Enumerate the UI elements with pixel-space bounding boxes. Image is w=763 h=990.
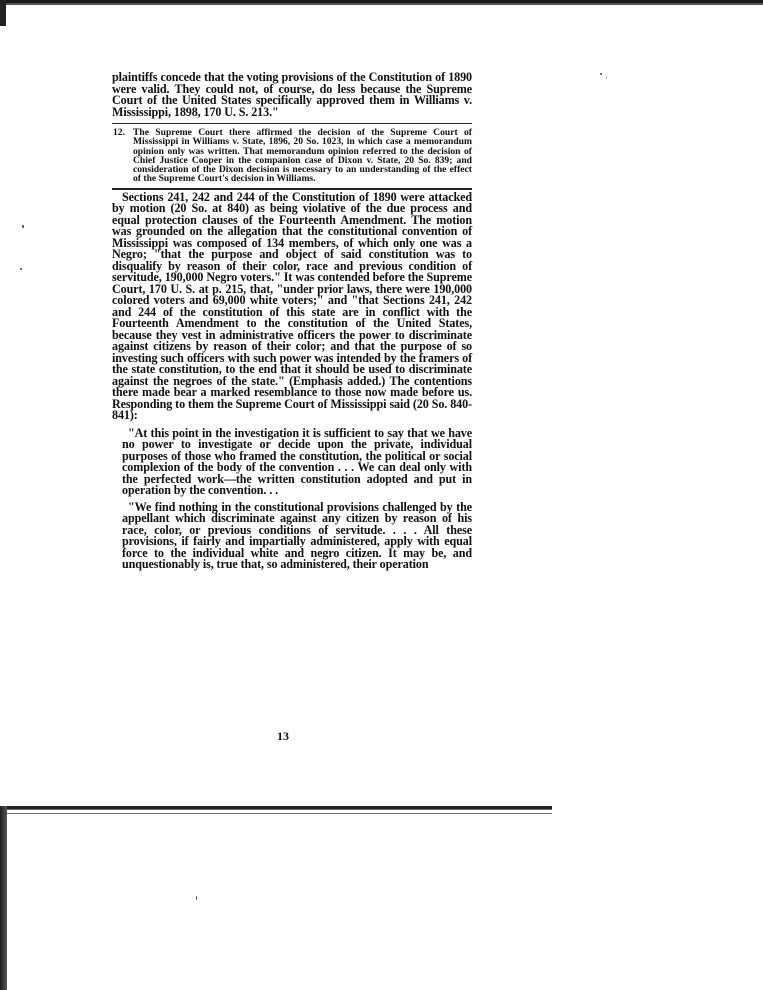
scan-speck [22, 225, 24, 228]
scan-corner-top [0, 0, 6, 26]
main-paragraph: Sections 241, 242 and 244 of the Constitution of 1890 were attacked by motion (20 So. at 840) as being violative of the due process and equal protection clauses of the Fourteenth Amendment. The motion was grounded on the allegation that the constitutional convention of Mississippi was composed of 134 members, of which only one was a Negro; "that the purpose and object of said constitution was to disqualify by reason of their color, race and previous condition of servitude, 190,000 Negro voters." It was contended before the Supreme Court, 170 U. S. at p. 215, that, "under prior laws, there were 190,000 colored voters and 69,000 white voters;" and "that Sections 241, 242 and 244 of the constitution of this state are in conflict with the Fourteenth Amendment to the constitution of the United States, because they vest in administrative officers the power to discriminate against citizens by reason of their color; and that the purpose of so investing such officers with such power was intended by the framers of the state constitution, to the end that it should be used to discriminate against the negroes of the state." (Emphasis added.) The contentions there made bear a marked resemblance to those now made before us. Responding to them the Supreme Court of Mississippi said (20 So. 840-841): [112, 189, 472, 423]
scan-border-top [0, 0, 763, 9]
scan-corner-bottom [0, 806, 7, 990]
scan-speck [20, 268, 22, 270]
block-quote-second: "We find nothing in the constitutional provisions challenged by the appellant which discriminate against any citizen by reason of his race, color, or previous conditions of servitude. . . . All these provisions, if fairly and impartially administered, apply with equal force to the individual white and negro citizen. It may be, and unquestionably is, true that, so administered, their operation [122, 499, 472, 572]
scan-speck [196, 896, 197, 900]
page-number: 13 [277, 729, 289, 743]
footnote-number: 12. [113, 127, 125, 138]
footnote-rule-top [112, 123, 472, 124]
scan-speck [600, 73, 602, 75]
footnote [112, 128, 472, 184]
footnote-text: The Supreme Court there affirmed the decision of the Supreme Court of Mississippi in Williams v. State, 1896, 20 So. 1023, in which case a memorandum opinion only was written. That memorandum opinion referred to the decision of Chief Justice Cooper in the companion case of Dixon v. State, 20 So. 839; and consideration of the Dixon decision is necessary to an understanding of the effect of the Supreme Court's decision in Williams. [133, 127, 472, 185]
scan-speck [606, 77, 607, 78]
block-quote-first: "At this point in the investigation it is sufficient to say that we have no power to investigate or decide upon the private, individual purposes of those who framed the constitution, the political or social complexion of the body of the convention . . . We can deal only with the perfected work—the written constitution adopted and put in operation by the convention. . . [122, 425, 472, 498]
opening-paragraph: plaintiffs concede that the voting provisions of the Constitution of 1890 were valid. They could not, of course, do less because the Supreme Court of the United States specifically approved them in Williams v. Mississippi, 1898, 170 U. S. 213." [112, 70, 472, 119]
page-column [112, 72, 472, 571]
scan-border-bottom [0, 806, 552, 817]
